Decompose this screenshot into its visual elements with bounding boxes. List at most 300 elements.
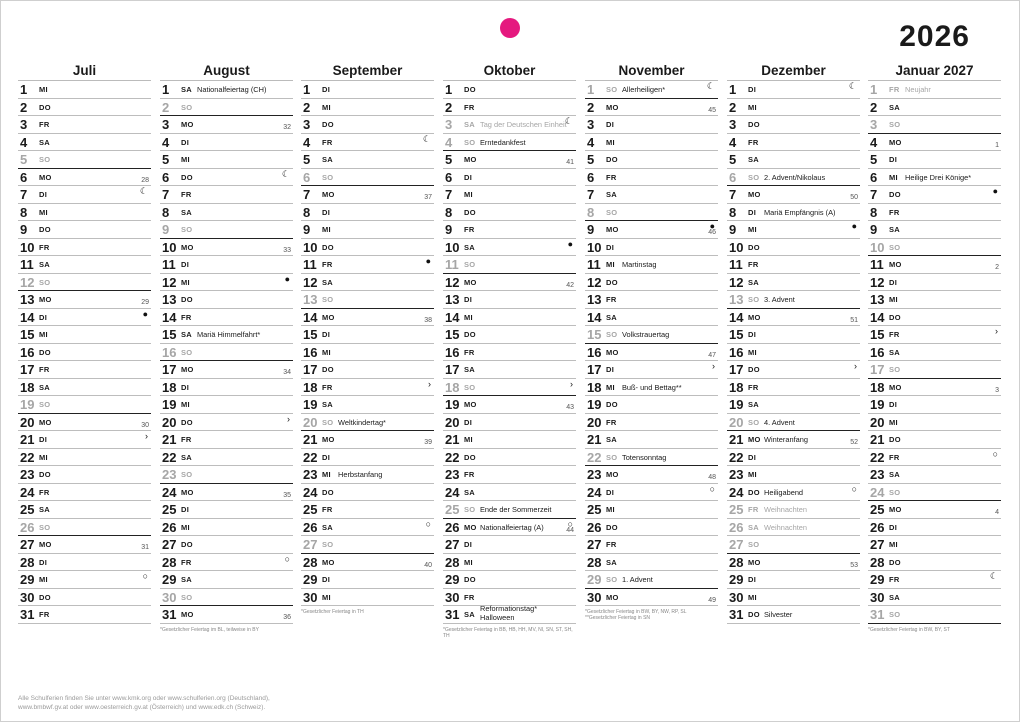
day-row: [443, 274, 576, 292]
weekday-abbr: MI: [606, 260, 615, 269]
day-number: 18: [162, 379, 177, 395]
day-row: [727, 536, 860, 554]
day-number: 25: [729, 502, 744, 517]
day-row: [18, 571, 151, 589]
day-row: [727, 99, 860, 117]
day-number: 25: [870, 502, 885, 517]
day-number: 2: [162, 99, 170, 115]
weekday-abbr: MO: [606, 102, 619, 112]
week-number: 47: [708, 351, 716, 359]
weekday-abbr: SO: [606, 452, 618, 462]
day-number: 18: [587, 379, 602, 395]
day-row: [868, 414, 1001, 432]
weekday-abbr: DO: [181, 417, 193, 427]
day-row: [868, 186, 1001, 204]
weekday-abbr: SO: [606, 207, 618, 217]
weekday-abbr: SO: [748, 172, 760, 182]
day-number: 8: [162, 204, 170, 220]
day-number: 29: [303, 572, 318, 587]
weekday-abbr: SA: [606, 435, 618, 444]
day-row: [868, 519, 1001, 537]
day-row: [443, 81, 576, 99]
weekday-abbr: DI: [39, 557, 48, 567]
weekday-abbr: FR: [748, 137, 759, 147]
weekday-abbr: FR: [748, 260, 759, 269]
weekday-abbr: SO: [464, 137, 476, 147]
day-row: [301, 466, 434, 484]
weekday-abbr: MI: [748, 102, 757, 112]
weekday-abbr: DO: [606, 522, 618, 532]
day-row: [443, 466, 576, 484]
day-row: [868, 361, 1001, 379]
weekday-abbr: FR: [889, 330, 900, 339]
weekday-abbr: DI: [181, 260, 190, 269]
weekday-abbr: DO: [748, 242, 760, 252]
day-row: [301, 379, 434, 397]
week-number: 34: [283, 369, 291, 376]
day-row: [160, 484, 293, 502]
weekday-abbr: MO: [39, 172, 52, 182]
holiday-label: Volkstrauertag: [622, 330, 670, 339]
day-row: [160, 589, 293, 607]
weekday-abbr: SA: [181, 207, 193, 217]
weekday-abbr: MI: [889, 417, 898, 427]
weekday-abbr: SO: [606, 575, 618, 584]
day-row: [585, 501, 718, 519]
day-row: [301, 169, 434, 187]
day-number: 21: [20, 432, 35, 447]
month-column: [727, 62, 860, 627]
weekday-abbr: DO: [889, 435, 901, 444]
month-footnote: [18, 624, 151, 627]
day-number: 1: [729, 82, 737, 97]
day-row: [443, 221, 576, 239]
day-row: [868, 239, 1001, 257]
weekday-abbr: DI: [322, 330, 331, 339]
day-number: 16: [20, 344, 35, 360]
weekday-abbr: MO: [39, 417, 52, 427]
day-row: [301, 291, 434, 309]
day-row: [160, 554, 293, 572]
day-number: 14: [729, 309, 744, 325]
day-number: 18: [20, 379, 35, 395]
weekday-abbr: DO: [889, 557, 901, 567]
weekday-abbr: SA: [322, 155, 334, 164]
day-number: 28: [162, 554, 177, 570]
weekday-abbr: MO: [181, 610, 194, 619]
day-row: [727, 554, 860, 572]
day-row: [18, 116, 151, 134]
day-number: 6: [20, 169, 28, 185]
weekday-abbr: MO: [748, 435, 761, 444]
day-number: 24: [303, 484, 318, 500]
weekday-abbr: SO: [748, 417, 760, 427]
week-number: 1: [995, 141, 999, 149]
day-row: [585, 256, 718, 274]
weekday-abbr: DO: [181, 540, 193, 549]
weekday-abbr: SO: [889, 487, 901, 497]
day-row: [18, 414, 151, 432]
day-row: [727, 291, 860, 309]
day-number: 13: [303, 292, 318, 307]
day-number: 16: [587, 344, 602, 360]
weekday-abbr: FR: [322, 137, 333, 147]
weekday-abbr: SO: [748, 295, 760, 304]
binding-hole-marker: [500, 18, 520, 38]
weekday-abbr: FR: [39, 365, 50, 374]
calendar-year: 2026: [899, 20, 970, 53]
day-row: [18, 396, 151, 414]
weekday-abbr: DO: [39, 470, 51, 479]
holiday-label: Buß- und Bettag**: [622, 382, 682, 392]
weekday-abbr: FR: [464, 102, 475, 112]
day-number: 24: [445, 484, 460, 500]
moon-phase-icon: ›: [145, 431, 148, 441]
weekday-abbr: MI: [39, 330, 48, 339]
weekday-abbr: FR: [464, 592, 475, 602]
day-number: 7: [303, 187, 311, 202]
month-column: [301, 62, 434, 615]
day-row: [160, 449, 293, 467]
weekday-abbr: MO: [39, 295, 52, 304]
day-number: 31: [20, 607, 35, 622]
weekday-abbr: DI: [464, 540, 473, 549]
day-row: [160, 536, 293, 554]
day-number: 6: [303, 169, 311, 185]
day-row: [727, 344, 860, 362]
day-number: 22: [303, 449, 318, 465]
day-row: [18, 309, 151, 327]
day-row: [443, 326, 576, 344]
weekday-abbr: MI: [181, 522, 190, 532]
weekday-abbr: MI: [464, 557, 473, 567]
day-row: [160, 501, 293, 519]
day-number: 3: [729, 117, 737, 132]
weekday-abbr: MI: [464, 435, 473, 444]
day-row: [301, 274, 434, 292]
day-number: 9: [587, 222, 595, 237]
moon-phase-icon: ☾: [848, 81, 857, 91]
day-number: 12: [587, 274, 602, 290]
day-number: 23: [445, 467, 460, 482]
day-number: 20: [303, 414, 318, 430]
day-number: 23: [587, 467, 602, 482]
moon-phase-icon: ›: [287, 413, 290, 424]
day-number: 3: [20, 117, 28, 132]
day-number: 30: [870, 589, 885, 605]
weekday-abbr: SO: [748, 540, 760, 549]
weekday-abbr: SA: [181, 452, 193, 462]
weekday-abbr: SO: [889, 120, 901, 129]
weekday-abbr: MO: [322, 435, 335, 444]
day-row: [868, 256, 1001, 274]
weekday-abbr: SA: [464, 242, 476, 252]
day-number: 14: [587, 309, 602, 325]
day-row: [727, 134, 860, 152]
weekday-abbr: SA: [606, 557, 618, 567]
weekday-abbr: SO: [181, 347, 193, 357]
day-row: [301, 589, 434, 607]
day-row: [443, 99, 576, 117]
day-number: 28: [587, 554, 602, 570]
day-row: [727, 186, 860, 204]
day-row: [585, 134, 718, 152]
weekday-abbr: SA: [39, 505, 51, 514]
day-row: [18, 344, 151, 362]
day-row: [301, 116, 434, 134]
weekday-abbr: DO: [464, 207, 476, 217]
weekday-abbr: SA: [181, 85, 193, 94]
weekday-abbr: SA: [322, 277, 334, 287]
day-row: [868, 606, 1001, 624]
day-row: [585, 186, 718, 204]
day-number: 23: [20, 467, 35, 482]
day-number: 25: [303, 502, 318, 517]
day-row: [868, 81, 1001, 99]
weekday-abbr: SA: [889, 225, 901, 234]
holiday-label: Allerheiligen*: [622, 85, 666, 94]
weekday-abbr: MO: [889, 382, 902, 392]
day-number: 22: [20, 449, 35, 465]
day-number: 21: [303, 432, 318, 447]
weekday-abbr: FR: [606, 295, 617, 304]
weekday-abbr: SA: [748, 155, 760, 164]
day-row: [443, 414, 576, 432]
month-column: [160, 62, 293, 633]
weekday-abbr: SO: [181, 592, 193, 602]
day-number: 30: [445, 589, 460, 605]
week-number: 43: [566, 404, 574, 411]
day-row: [443, 256, 576, 274]
day-number: 10: [587, 239, 602, 255]
day-number: 31: [870, 607, 885, 622]
day-number: 13: [445, 292, 460, 307]
day-row: [443, 519, 576, 537]
day-number: 28: [870, 554, 885, 570]
weekday-abbr: MO: [322, 312, 335, 322]
day-row: [585, 151, 718, 169]
day-row: [301, 536, 434, 554]
day-number: 6: [870, 169, 878, 185]
day-number: 3: [445, 117, 453, 132]
day-row: [160, 151, 293, 169]
weekday-abbr: FR: [889, 85, 900, 94]
day-row: [443, 239, 576, 257]
day-row: [585, 309, 718, 327]
day-row: [301, 484, 434, 502]
day-row: [727, 484, 860, 502]
day-number: 19: [303, 397, 318, 412]
moon-phase-icon: ›: [428, 378, 431, 389]
day-number: 9: [729, 222, 737, 237]
day-number: 11: [870, 257, 884, 272]
day-row: [585, 449, 718, 467]
day-row: [301, 81, 434, 99]
week-number: 28: [141, 176, 149, 184]
day-number: 29: [20, 572, 35, 587]
moon-phase-icon: ○: [284, 553, 290, 564]
weekday-abbr: FR: [889, 575, 900, 584]
day-row: [585, 484, 718, 502]
day-row: [443, 536, 576, 554]
day-number: 21: [587, 432, 602, 447]
day-row: [443, 204, 576, 222]
month-column: [18, 62, 151, 627]
day-number: 20: [445, 414, 460, 430]
day-row: [301, 221, 434, 239]
day-number: 18: [303, 379, 318, 395]
holiday-label: 2. Advent/Nikolaus: [764, 172, 826, 182]
week-number: 53: [850, 561, 858, 569]
weekday-abbr: SA: [889, 470, 901, 479]
day-row: [443, 379, 576, 397]
day-row: [443, 449, 576, 467]
day-number: 28: [303, 554, 318, 570]
day-number: 19: [162, 397, 177, 412]
weekday-abbr: FR: [39, 487, 50, 497]
day-number: 9: [162, 222, 170, 237]
day-number: 11: [162, 257, 176, 272]
day-row: [301, 501, 434, 519]
holiday-label: Nationalfeiertag (A): [480, 522, 544, 532]
day-number: 15: [729, 327, 744, 342]
weekday-abbr: SA: [748, 277, 760, 287]
day-row: [18, 274, 151, 292]
day-row: [868, 554, 1001, 572]
day-row: [585, 361, 718, 379]
weekday-abbr: DO: [606, 400, 618, 409]
day-row: [18, 379, 151, 397]
weekday-abbr: SO: [464, 505, 476, 514]
day-row: [443, 134, 576, 152]
week-number: 37: [424, 194, 432, 201]
day-number: 19: [587, 397, 602, 412]
day-number: 27: [303, 537, 318, 552]
day-row: [868, 274, 1001, 292]
weekday-abbr: MI: [606, 505, 615, 514]
day-row: [443, 571, 576, 589]
holiday-label: Erntedankfest: [480, 137, 526, 147]
week-number: 35: [283, 491, 291, 499]
day-row: [301, 204, 434, 222]
day-number: 9: [870, 222, 878, 237]
weekday-abbr: DO: [748, 610, 760, 619]
month-title: Dezember: [727, 62, 860, 81]
week-number: 41: [566, 159, 574, 166]
day-number: 4: [729, 134, 737, 150]
moon-phase-icon: ●: [142, 308, 148, 319]
day-row: [301, 449, 434, 467]
day-row: [727, 116, 860, 134]
day-number: 11: [587, 257, 601, 272]
weekday-abbr: SA: [39, 382, 51, 392]
weekday-abbr: MO: [322, 190, 335, 199]
day-number: 30: [587, 589, 602, 605]
moon-phase-icon: ○: [709, 483, 715, 494]
weekday-abbr: MO: [39, 540, 52, 549]
day-number: 11: [303, 257, 317, 272]
day-row: [585, 536, 718, 554]
weekday-abbr: FR: [606, 172, 617, 182]
weekday-abbr: MI: [39, 575, 48, 584]
day-row: [868, 484, 1001, 502]
weekday-abbr: MI: [889, 295, 898, 304]
moon-phase-icon: ●: [425, 256, 431, 266]
weekday-abbr: MO: [606, 592, 619, 602]
week-number: 40: [424, 561, 432, 569]
week-number: 42: [566, 281, 574, 289]
day-number: 12: [20, 274, 35, 290]
moon-phase-icon: ☾: [706, 81, 715, 91]
day-number: 6: [162, 169, 170, 185]
weekday-abbr: MO: [464, 522, 477, 532]
weekday-abbr: FR: [748, 382, 759, 392]
day-row: [160, 466, 293, 484]
holiday-label: 3. Advent: [764, 295, 795, 304]
day-row: [160, 326, 293, 344]
day-row: [868, 379, 1001, 397]
day-row: [727, 571, 860, 589]
day-row: [160, 204, 293, 222]
weekday-abbr: MI: [322, 347, 331, 357]
day-row: [160, 81, 293, 99]
weekday-abbr: MO: [464, 155, 477, 164]
weekday-abbr: SO: [889, 610, 901, 619]
day-number: 27: [162, 537, 177, 552]
day-number: 7: [729, 187, 737, 202]
weekday-abbr: DO: [464, 330, 476, 339]
day-row: [160, 396, 293, 414]
weekday-abbr: FR: [464, 225, 475, 234]
weekday-abbr: SO: [889, 365, 901, 374]
weekday-abbr: MO: [322, 557, 335, 567]
week-number: 32: [283, 124, 291, 131]
weekday-abbr: DO: [464, 575, 476, 584]
day-number: 18: [729, 379, 744, 395]
day-row: [301, 186, 434, 204]
day-number: 15: [587, 327, 602, 342]
weekday-abbr: DI: [889, 155, 898, 164]
day-number: 15: [20, 327, 35, 342]
day-row: [868, 151, 1001, 169]
day-row: [18, 554, 151, 572]
weekday-abbr: DO: [889, 190, 901, 199]
day-number: 29: [587, 572, 602, 587]
day-row: [727, 431, 860, 449]
weekday-abbr: MI: [181, 155, 190, 164]
day-row: [868, 344, 1001, 362]
weekday-abbr: SO: [39, 155, 51, 164]
day-row: [18, 449, 151, 467]
day-number: 4: [587, 134, 595, 150]
day-row: [18, 536, 151, 554]
weekday-abbr: DI: [464, 417, 473, 427]
holiday-label: Mariä Himmelfahrt*: [197, 330, 261, 339]
day-number: 3: [303, 117, 311, 132]
day-number: 7: [162, 187, 170, 202]
weekday-abbr: SO: [889, 242, 901, 252]
day-number: 26: [303, 519, 318, 535]
day-number: 5: [587, 152, 595, 167]
day-row: [868, 396, 1001, 414]
day-number: 9: [303, 222, 311, 237]
weekday-abbr: FR: [181, 557, 192, 567]
holiday-label: Weihnachten: [764, 522, 808, 532]
month-footnote: *Gesetzlicher Feiertag im BL, teilweise in BY: [160, 626, 259, 633]
weekday-abbr: MI: [322, 470, 331, 479]
day-number: 17: [162, 362, 177, 377]
month-title: Juli: [18, 62, 151, 81]
